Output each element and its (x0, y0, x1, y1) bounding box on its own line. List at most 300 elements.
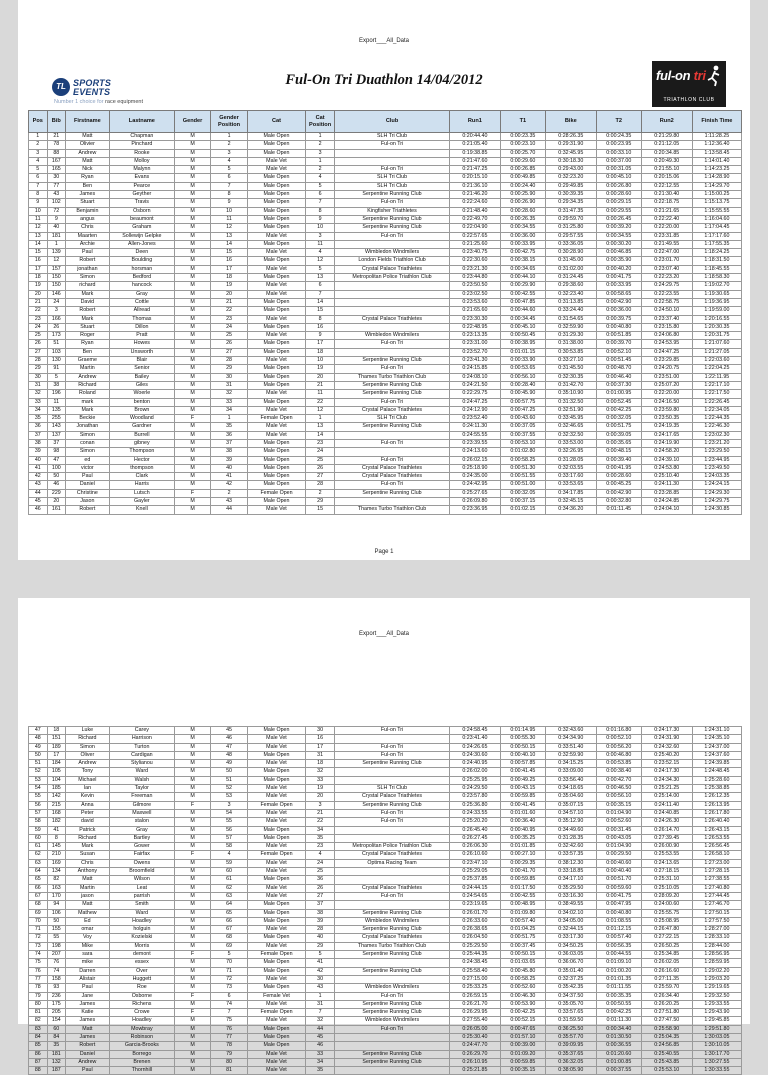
table-cell: 2 (29, 141, 48, 149)
table-cell: Serpentine Running Club (335, 967, 449, 975)
table-cell: 0:34:02.10 (545, 909, 596, 917)
table-cell: M (175, 793, 211, 801)
table-cell: 0:21:05.40 (449, 141, 500, 149)
table-cell: 0:00:57.85 (501, 760, 546, 768)
table-cell: Owens (109, 859, 174, 867)
table-cell: 35 (29, 415, 48, 423)
table-cell: 0:00:52.15 (501, 1017, 546, 1025)
table-cell: Christine (66, 489, 110, 497)
table-cell: Deen (109, 249, 174, 257)
table-cell: 20 (305, 373, 334, 381)
table-row (29, 793, 742, 801)
table-cell: 0:00:37.45 (501, 942, 546, 950)
table-cell: 0:00:25.70 (501, 149, 546, 157)
table-cell: jonathan (66, 265, 110, 273)
table-cell: 166 (47, 315, 66, 323)
table-cell: 0:24:29.50 (449, 785, 500, 793)
table-cell: Male Open (248, 901, 306, 909)
table-cell: M (175, 464, 211, 472)
table-cell (335, 149, 449, 157)
table-cell: Male Open (248, 464, 306, 472)
table-cell: 1:28:27.00 (692, 926, 741, 934)
table-cell: 57 (29, 809, 48, 817)
table-cell: Bartley (109, 834, 174, 842)
table-cell: 1:26:56.45 (692, 843, 741, 851)
table-cell: M (175, 456, 211, 464)
table-row (29, 751, 742, 759)
table-cell: 102 (47, 199, 66, 207)
table-cell: 43 (47, 191, 66, 199)
table-cell: 50 (29, 751, 48, 759)
table-cell: 0:30:39.35 (545, 191, 596, 199)
table-cell: 0:00:44.60 (501, 307, 546, 315)
table-cell: 0:28:09.20 (641, 892, 692, 900)
table-cell: F (175, 951, 211, 959)
table-cell: 0:25:21.85 (449, 1067, 500, 1075)
table-cell: 0:00:49.85 (501, 174, 546, 182)
table-cell: 7 (211, 1009, 248, 1017)
table-cell: 1:28:44.00 (692, 942, 741, 950)
table-cell: 0:31:54.65 (545, 315, 596, 323)
table-cell: Mark (66, 406, 110, 414)
document-title: Ful-On Tri Duathlon 14/04/2012 (285, 72, 483, 88)
table-cell: 0:22:20.00 (641, 390, 692, 398)
table-cell: 0:23:39.55 (449, 439, 500, 447)
table-cell: 0:01:04.90 (596, 809, 641, 817)
table-cell: Michael (66, 776, 110, 784)
table-cell: 9 (211, 199, 248, 207)
table-cell: M (175, 133, 211, 141)
table-cell: 0:24:16.50 (641, 398, 692, 406)
table-cell (335, 348, 449, 356)
table-cell: 0:39:09.95 (545, 1042, 596, 1050)
table-cell: Male Vet (248, 818, 306, 826)
table-row (29, 498, 742, 506)
table-cell: essex (109, 959, 174, 967)
table-cell: 0:00:38.40 (596, 768, 641, 776)
table-cell: 59 (211, 859, 248, 867)
table-cell: Richard (66, 735, 110, 743)
table-cell: M (175, 868, 211, 876)
table-cell: Ben (66, 182, 110, 190)
table-cell: Male Open (248, 959, 306, 967)
table-cell: 1:18:31.50 (692, 257, 741, 265)
table-cell: Mowbray (109, 1025, 174, 1033)
table-cell: 76 (29, 967, 48, 975)
table-cell: 1:19:02.70 (692, 282, 741, 290)
table-row (29, 992, 742, 1000)
table-cell: 6 (211, 174, 248, 182)
table-cell: M (175, 381, 211, 389)
table-cell: 13 (305, 423, 334, 431)
table-cell: M (175, 727, 211, 735)
table-cell: 0:34:37.50 (545, 992, 596, 1000)
table-cell: 28 (305, 926, 334, 934)
table-cell: Ed (66, 917, 110, 925)
table-cell: Boulding (109, 257, 174, 265)
table-cell: 29 (305, 498, 334, 506)
table-cell: Osborne (109, 992, 174, 1000)
table-cell: 3 (47, 307, 66, 315)
table-cell: Male Vet (248, 282, 306, 290)
table-cell: 1 (305, 157, 334, 165)
table-cell: 0:00:26.80 (596, 182, 641, 190)
table-cell: Stuart (66, 323, 110, 331)
table-cell: 0:33:51.40 (545, 743, 596, 751)
table-cell: 34 (211, 406, 248, 414)
table-cell: 0:24:34.30 (641, 776, 692, 784)
table-cell: Male Vet (248, 390, 306, 398)
table-cell: Paul (66, 984, 110, 992)
table-cell: 24 (211, 323, 248, 331)
table-cell: Crystal Palace Triathletes (335, 265, 449, 273)
table-cell: Male Vet (248, 975, 306, 983)
table-row (29, 431, 742, 439)
table-cell: 1 (211, 415, 248, 423)
table-cell: 0:00:51.75 (596, 423, 641, 431)
table-row (29, 851, 742, 859)
table-cell: 9 (305, 332, 334, 340)
logo-name-line1: SPORTS (73, 78, 112, 88)
table-cell: 0:24:20.75 (641, 365, 692, 373)
table-cell: 3 (29, 149, 48, 157)
table-cell: 0:00:36.40 (501, 818, 546, 826)
table-cell: 0:24:30.60 (449, 751, 500, 759)
table-cell: 0:23:59.80 (641, 406, 692, 414)
table-cell (335, 959, 449, 967)
table-cell: 0:01:09.10 (596, 959, 641, 967)
table-cell: Evans (109, 174, 174, 182)
table-cell: 0:00:40.20 (596, 265, 641, 273)
table-cell: 0:26:05.00 (449, 1025, 500, 1033)
table-cell: Richard (66, 381, 110, 389)
table-cell: Chris (66, 859, 110, 867)
table-cell: Male Open (248, 215, 306, 223)
table-cell: Matt (66, 157, 110, 165)
table-cell: 0:30:28.90 (545, 249, 596, 257)
table-cell: 69 (211, 942, 248, 950)
table-cell: 68 (211, 934, 248, 942)
table-cell: 35 (211, 423, 248, 431)
table-cell: 0:00:42.25 (596, 1009, 641, 1017)
table-row (29, 934, 742, 942)
table-cell: 0:01:09.80 (501, 909, 546, 917)
table-cell: M (175, 174, 211, 182)
table-cell: M (175, 199, 211, 207)
table-row (29, 224, 742, 232)
table-cell: 1:29:51.80 (692, 1025, 741, 1033)
table-cell: 0:01:04.90 (596, 843, 641, 851)
table-cell: 0:24:40.85 (641, 809, 692, 817)
table-cell: 0:33:53.00 (545, 439, 596, 447)
table-cell: 0:26:29.95 (449, 1009, 500, 1017)
table-cell: Jason (66, 498, 110, 506)
table-cell: 0:22:04.90 (449, 224, 500, 232)
table-cell: 0:27:47.50 (641, 1017, 692, 1025)
table-cell: M (175, 892, 211, 900)
table-cell: Brenen (109, 1058, 174, 1066)
table-cell: Ful-on Tri (335, 992, 449, 1000)
table-cell: 0:27:11.35 (641, 975, 692, 983)
table-cell: 0:00:38.15 (501, 257, 546, 265)
table-cell (335, 834, 449, 842)
table-cell: Male Open (248, 439, 306, 447)
table-cell: 0:00:31.45 (596, 826, 641, 834)
table-row (29, 348, 742, 356)
table-cell: M (175, 365, 211, 373)
table-cell: 31 (29, 381, 48, 389)
table-cell: 18 (29, 274, 48, 282)
table-cell: 32 (29, 390, 48, 398)
table-cell: 17 (47, 751, 66, 759)
table-cell: M (175, 439, 211, 447)
table-cell: 0:01:11.55 (596, 984, 641, 992)
table-cell: 13 (29, 232, 48, 240)
table-cell: Martin (66, 365, 110, 373)
table-cell: 185 (47, 785, 66, 793)
table-cell: 1:27:38.55 (692, 876, 741, 884)
table-row (29, 727, 742, 735)
table-cell: Male Open (248, 751, 306, 759)
table-cell: 6 (305, 282, 334, 290)
table-cell: 39 (211, 456, 248, 464)
table-cell: 0:24:58.45 (449, 727, 500, 735)
table-header-row (29, 111, 742, 133)
table-cell: Mark (66, 315, 110, 323)
table-cell: 0:24:47.70 (449, 1042, 500, 1050)
table-cell: 0:35:04.60 (545, 793, 596, 801)
table-cell: Metropolitan Police Triathlon Club (335, 843, 449, 851)
table-cell: 20 (211, 290, 248, 298)
table-cell: 1:26:53.55 (692, 834, 741, 842)
table-cell: 0:36:25.50 (545, 1025, 596, 1033)
table-cell: 8 (47, 834, 66, 842)
table-cell: 7 (29, 182, 48, 190)
table-cell: 0:33:45.95 (545, 415, 596, 423)
table-cell: 0:29:49.85 (545, 182, 596, 190)
table-cell: Alistair (66, 975, 110, 983)
table-cell: 0:21:65.60 (449, 307, 500, 315)
table-cell: 1:21:27.05 (692, 348, 741, 356)
table-cell: 74 (47, 967, 66, 975)
table-cell: Serpentine Running Club (335, 801, 449, 809)
table-cell: 0:24:55.55 (449, 431, 500, 439)
table-cell: Benjamin (66, 207, 110, 215)
table-cell: Harrison (109, 735, 174, 743)
table-cell: Robinson (109, 1033, 174, 1041)
table-cell: Paul (66, 473, 110, 481)
table-cell: 0:26:10.60 (449, 851, 500, 859)
table-cell: 0:23:57.80 (449, 793, 500, 801)
table-cell: 41 (305, 959, 334, 967)
table-cell: 0:00:39.20 (596, 224, 641, 232)
table-cell: 0:20:34.85 (641, 149, 692, 157)
table-cell: 0:21:46.20 (449, 191, 500, 199)
table-cell: 0:22:24.60 (449, 199, 500, 207)
table-cell: 25 (305, 456, 334, 464)
table-cell: Male Vet (248, 760, 306, 768)
table-row (29, 967, 742, 975)
table-cell: 1:18:58.30 (692, 274, 741, 282)
table-cell: 0:00:30.20 (596, 240, 641, 248)
table-cell: 70 (211, 959, 248, 967)
table-cell: 0:25:25.95 (449, 776, 500, 784)
table-row (29, 157, 742, 165)
table-cell: 0:00:28.60 (596, 473, 641, 481)
column-header: Gender Position (211, 111, 248, 133)
table-cell: 0:00:51.00 (501, 481, 546, 489)
table-cell: Cottle (109, 298, 174, 306)
table-cell: 0:00:33.95 (501, 240, 546, 248)
table-cell: Gower (109, 843, 174, 851)
table-cell: 135 (47, 406, 66, 414)
table-cell: 0:25:29.05 (449, 868, 500, 876)
table-cell: 21 (47, 133, 66, 141)
table-cell: 1:21:07.60 (692, 340, 741, 348)
table-cell: 0:23:47.10 (449, 859, 500, 867)
table-cell: Male Open (248, 1025, 306, 1033)
table-cell: 0:23:41.40 (449, 735, 500, 743)
table-cell: 0:24:17.30 (641, 727, 692, 735)
table-cell: 0:26:38.65 (449, 926, 500, 934)
column-header: Gender (175, 111, 211, 133)
table-cell: 9 (29, 199, 48, 207)
table-cell: angus (66, 215, 110, 223)
table-cell: 0:26:02.05 (641, 959, 692, 967)
table-cell: 0:23:07.40 (641, 265, 692, 273)
table-cell: 0:00:48.95 (501, 901, 546, 909)
table-cell: 0:00:28.60 (501, 207, 546, 215)
table-row (29, 274, 742, 282)
table-cell: 1:20:30.35 (692, 323, 741, 331)
table-cell: Male Open (248, 826, 306, 834)
table-cell: 0:31:45.50 (545, 365, 596, 373)
table-cell: 0:25:07.20 (641, 381, 692, 389)
table-cell: Ful-on Tri (335, 751, 449, 759)
table-row (29, 959, 742, 967)
table-cell: 60 (29, 834, 48, 842)
table-cell: Allread (109, 307, 174, 315)
table-cell: 48 (29, 735, 48, 743)
table-cell: 38 (305, 909, 334, 917)
table-cell: Daniel (66, 481, 110, 489)
table-cell: 0:00:51.75 (501, 934, 546, 942)
table-cell: 51 (47, 340, 66, 348)
table-cell: 0:21:55.10 (641, 166, 692, 174)
table-cell: 0:01:11.30 (596, 1017, 641, 1025)
table-cell: 0:00:43.60 (501, 415, 546, 423)
table-cell: 0:36:06.70 (545, 959, 596, 967)
table-cell: 157 (47, 265, 66, 273)
table-row (29, 884, 742, 892)
table-cell: 0:01:57.10 (501, 1033, 546, 1041)
table-cell: 0:00:26.85 (501, 166, 546, 174)
table-cell (335, 768, 449, 776)
table-cell: 46 (305, 1042, 334, 1050)
table-cell: 1:26:58.10 (692, 851, 741, 859)
table-cell: 0:32:45.15 (545, 498, 596, 506)
table-row (29, 398, 742, 406)
table-cell: Allen-Jones (109, 240, 174, 248)
table-cell: Male Open (248, 917, 306, 925)
table-cell: Male Open (248, 456, 306, 464)
table-cell: 0:00:55.30 (501, 735, 546, 743)
table-cell: 0:00:25.90 (501, 191, 546, 199)
table-cell: Andrew (66, 760, 110, 768)
table-cell: 0:33:57.65 (545, 1009, 596, 1017)
table-cell (335, 826, 449, 834)
table-cell: 1:27:46.70 (692, 901, 741, 909)
table-cell: 0:24:40.95 (449, 760, 500, 768)
table-cell: 1:22:04.25 (692, 365, 741, 373)
table-cell: M (175, 901, 211, 909)
table-cell: 1:15:00.25 (692, 191, 741, 199)
table-cell: M (175, 917, 211, 925)
table-cell: Burrell (109, 431, 174, 439)
table-cell (335, 876, 449, 884)
table-cell: 0:01:11.45 (596, 506, 641, 514)
page-2 (18, 598, 750, 1074)
table-cell: 0:24:06.80 (641, 332, 692, 340)
table-cell: 0:00:52.60 (501, 984, 546, 992)
table-cell: 175 (47, 1000, 66, 1008)
table-cell: Male Vet (248, 406, 306, 414)
table-row (29, 868, 742, 876)
table-cell: 31 (305, 751, 334, 759)
table-cell: 11 (305, 390, 334, 398)
table-cell: 1 (47, 240, 66, 248)
table-cell: 189 (47, 743, 66, 751)
table-cell: 0:00:52.10 (596, 735, 641, 743)
table-cell: jason (66, 892, 110, 900)
table-cell: Ful-on Tri (335, 340, 449, 348)
table-cell: M (175, 157, 211, 165)
table-cell: 0:00:39.00 (501, 1042, 546, 1050)
table-cell: 0:00:48.15 (596, 448, 641, 456)
table-cell: 0:00:42.55 (501, 290, 546, 298)
table-cell: 0:31:02.00 (545, 265, 596, 273)
table-cell: 17 (29, 265, 48, 273)
table-cell: London Fields Triathlon Club (335, 257, 449, 265)
table-cell: Male Open (248, 133, 306, 141)
table-cell: 66 (211, 917, 248, 925)
table-cell: 0:24:17.30 (641, 768, 692, 776)
table-cell: 17 (211, 265, 248, 273)
table-cell: 26 (211, 340, 248, 348)
table-cell: Luke (66, 727, 110, 735)
table-cell: Male Open (248, 934, 306, 942)
table-cell: david (66, 818, 110, 826)
table-cell: 1:27:50.15 (692, 909, 741, 917)
results-table-page-2 (28, 726, 742, 1075)
table-cell: M (175, 1050, 211, 1058)
table-cell (335, 282, 449, 290)
table-cell: 0:23:52.40 (449, 415, 500, 423)
table-cell: Gayler (109, 498, 174, 506)
table-cell: M (175, 249, 211, 257)
table-cell: 0:00:37.55 (501, 431, 546, 439)
table-cell: 64 (29, 868, 48, 876)
table-cell: Olivier (66, 141, 110, 149)
table-cell: 66 (29, 884, 48, 892)
table-cell: 80 (29, 1000, 48, 1008)
table-cell: 1:22:34.05 (692, 406, 741, 414)
table-cell: 0:32:23.20 (545, 174, 596, 182)
table-cell: 71 (29, 926, 48, 934)
table-cell: 45 (211, 727, 248, 735)
table-cell: 55 (211, 818, 248, 826)
table-cell: 28 (29, 357, 48, 365)
